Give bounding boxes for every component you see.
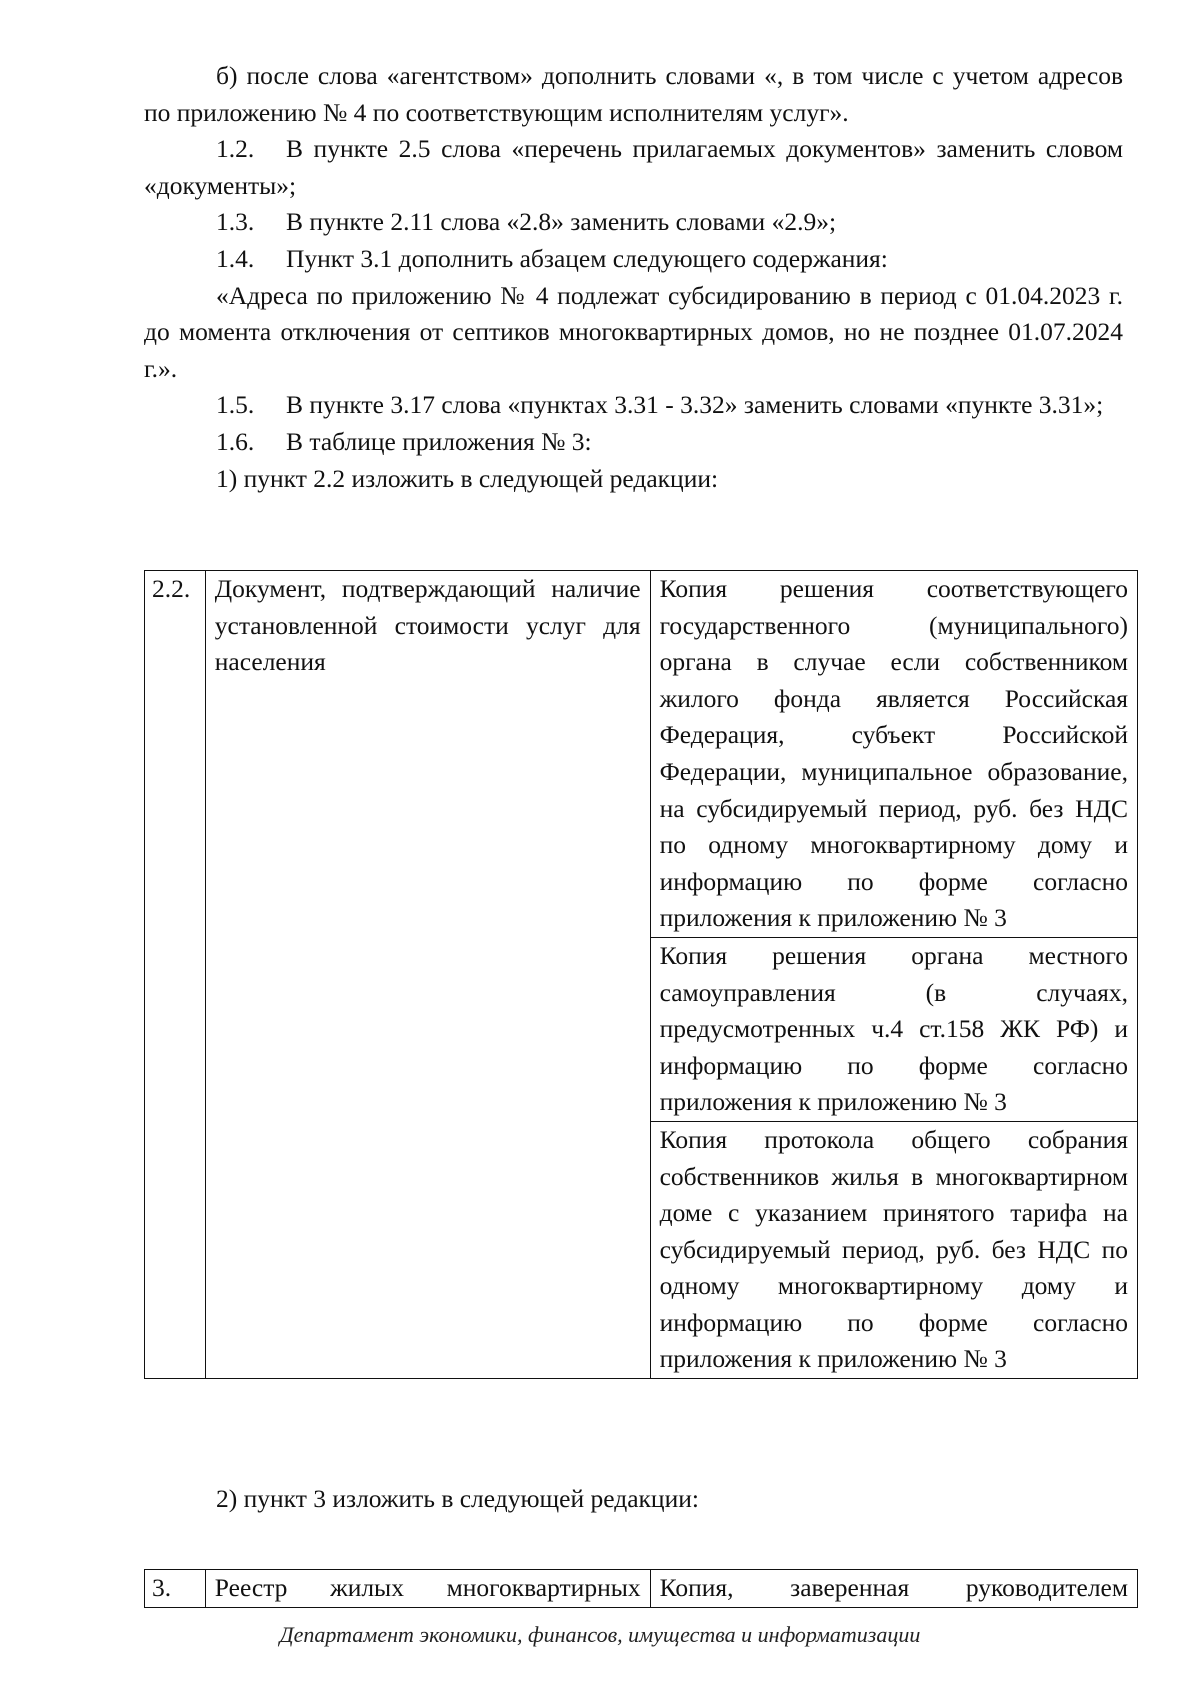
item-1-3: [144, 204, 1123, 241]
row-number: 2.2.: [145, 571, 206, 1379]
option-cell: Копия решения органа местного самоуправления (в случаях, предусмотренных ч.4 ст.158 ЖК РФ) и информацию по форме согласно приложения к приложению № 3: [650, 937, 1137, 1121]
option-cell: Копия решения соответствующего государственного (муниципального) органа в случае если собственником жилого фонда является Российская Федерация, субъект Российской Федерации, муниципальное образование, на субсидируемый период, руб. без НДС по одному многоквартирному дому и информацию по форме согласно приложения к приложению № 3: [650, 571, 1137, 938]
row-number: 3.: [145, 1570, 206, 1608]
subitem-2-block: [144, 1481, 1123, 1518]
item-1-2: [144, 131, 1123, 204]
document-name: Реестр жилых многоквартирных: [205, 1570, 650, 1608]
option-cell: Копия протокола общего собрания собственников жилья в многоквартирном доме с указанием принятого тарифа на субсидируемый период, руб. без НДС по одному многоквартирному дому и информацию по форме согласно приложения к приложению № 3: [650, 1121, 1137, 1378]
item-number: 1.6.: [216, 426, 255, 456]
subitem-2: 2) пункт 3 изложить в следующей редакции:: [216, 1484, 699, 1513]
quote-paragraph: «Адреса по приложению № 4 подлежат субсидированию в период с 01.04.2023 г. до момента отключения от септиков многоквартирных домов, но не позднее 01.07.2024 г.».: [144, 280, 1123, 383]
document-body: [144, 58, 1123, 497]
table-row: [145, 1570, 1138, 1608]
table-item-2-2: [144, 570, 1138, 1379]
item-text: В пункте 2.11 слова «2.8» заменить словами «2.9»;: [286, 207, 837, 237]
item-number: 1.4.: [216, 243, 255, 273]
table-row: [145, 571, 1138, 938]
item-number: 1.5.: [216, 390, 255, 420]
subitem-1: 1) пункт 2.2 изложить в следующей редакции:: [216, 463, 719, 493]
item-number: 1.3.: [216, 207, 255, 237]
item-1-5: [144, 387, 1123, 424]
option-cell: Копия, заверенная руководителем: [650, 1570, 1137, 1608]
item-1-6: [144, 424, 1123, 461]
page-footer: Департамент экономики, финансов, имущества и информатизации: [279, 1622, 921, 1647]
item-number: 1.2.: [216, 134, 255, 164]
paragraph-b: б) после слова «агентством» дополнить словами «, в том числе с учетом адресов по приложению № 4 по соответствующим исполнителям услуг».: [144, 61, 1123, 127]
table-item-3: [144, 1569, 1138, 1608]
document-name: Документ, подтверждающий наличие установленной стоимости услуг для населения: [205, 571, 650, 1379]
item-text: В пункте 3.17 слова «пунктах 3.31 - 3.32» заменить словами «пункте 3.31»;: [286, 390, 1104, 420]
item-text: В таблице приложения № 3:: [286, 426, 592, 456]
item-text: В пункте 2.5 слова «перечень прилагаемых документов» заменить словом «документы»;: [144, 134, 1123, 200]
item-1-4: [144, 241, 1123, 278]
item-text: Пункт 3.1 дополнить абзацем следующего содержания:: [286, 243, 888, 273]
